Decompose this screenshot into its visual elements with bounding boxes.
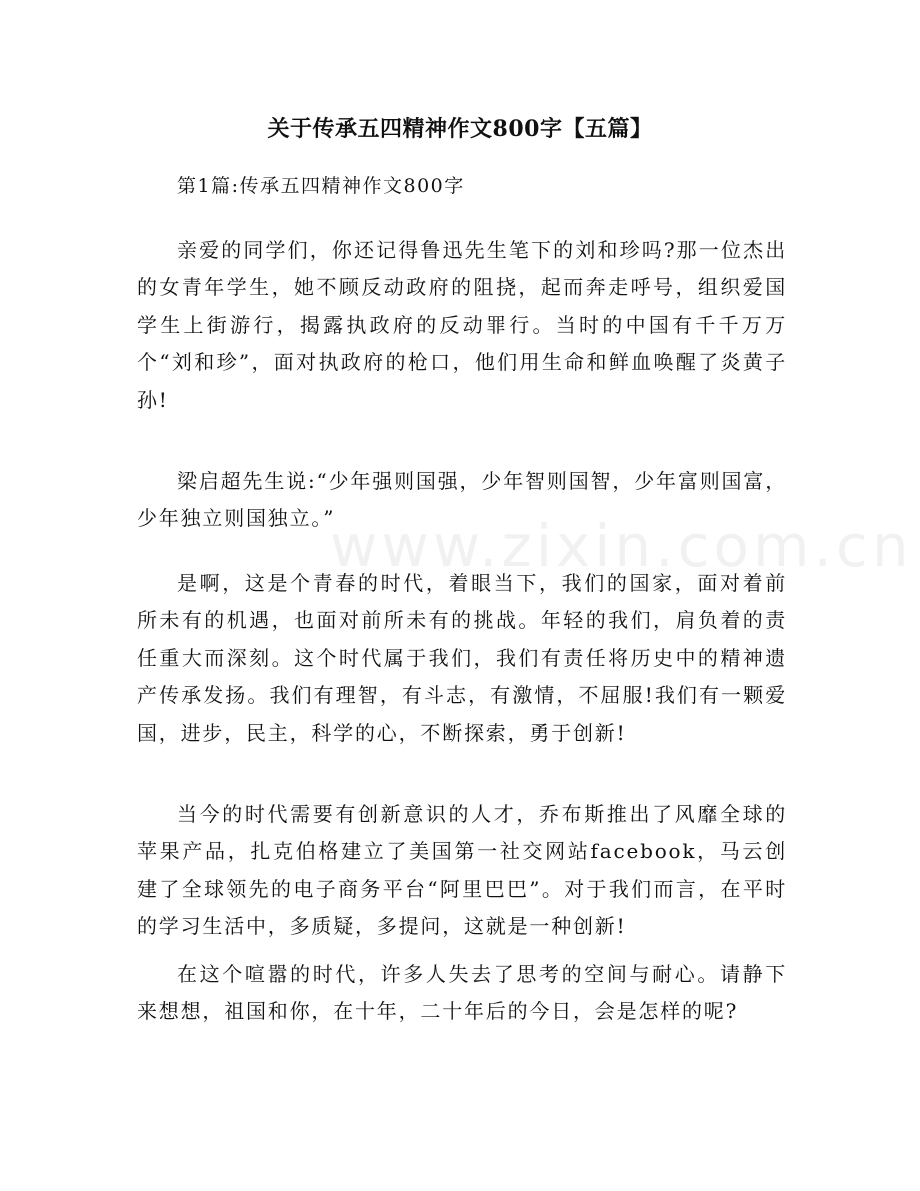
watermark: www.zixin.com.cn	[330, 512, 913, 580]
paragraph-5: 在这个喧嚣的时代，许多人失去了思考的空间与耐心。请静下来想想，祖国和你，在十年，二十年后的今日，会是怎样的呢?	[137, 962, 787, 1024]
paragraph-4: 当今的时代需要有创新意识的人才，乔布斯推出了风靡全球的苹果产品，扎克伯格建立了美国第一社交网站facebook，马云创建了全球领先的电子商务平台“阿里巴巴”。对于我们而言，在平时的学习生活中，多质疑，多提问，这就是一种创新!	[137, 802, 787, 939]
document-title: 关于传承五四精神作文800字【五篇】	[267, 116, 653, 142]
paragraph-1: 亲爱的同学们，你还记得鲁迅先生笔下的刘和珍吗?那一位杰出的女青年学生，她不顾反动政府的阻挠，起而奔走呼号，组织爱国学生上街游行，揭露执政府的反动罪行。当时的中国有千千万万个“刘和珍”，面对执政府的枪口，他们用生命和鲜血唤醒了炎黄子孙!	[137, 238, 787, 412]
section-heading: 第1篇:传承五四精神作文800字	[177, 175, 465, 197]
paragraph-2: 梁启超先生说:“少年强则国强，少年智则国智，少年富则国富，少年独立则国独立。”	[137, 469, 787, 531]
paragraph-3: 是啊，这是个青春的时代，着眼当下，我们的国家，面对着前所未有的机遇，也面对前所未有的挑战。年轻的我们，肩负着的责任重大而深刻。这个时代属于我们，我们有责任将历史中的精神遗产传承发扬。我们有理智，有斗志，有激情，不屈服!我们有一颗爱国，进步，民主，科学的心，不断探索，勇于创新!	[137, 571, 787, 745]
